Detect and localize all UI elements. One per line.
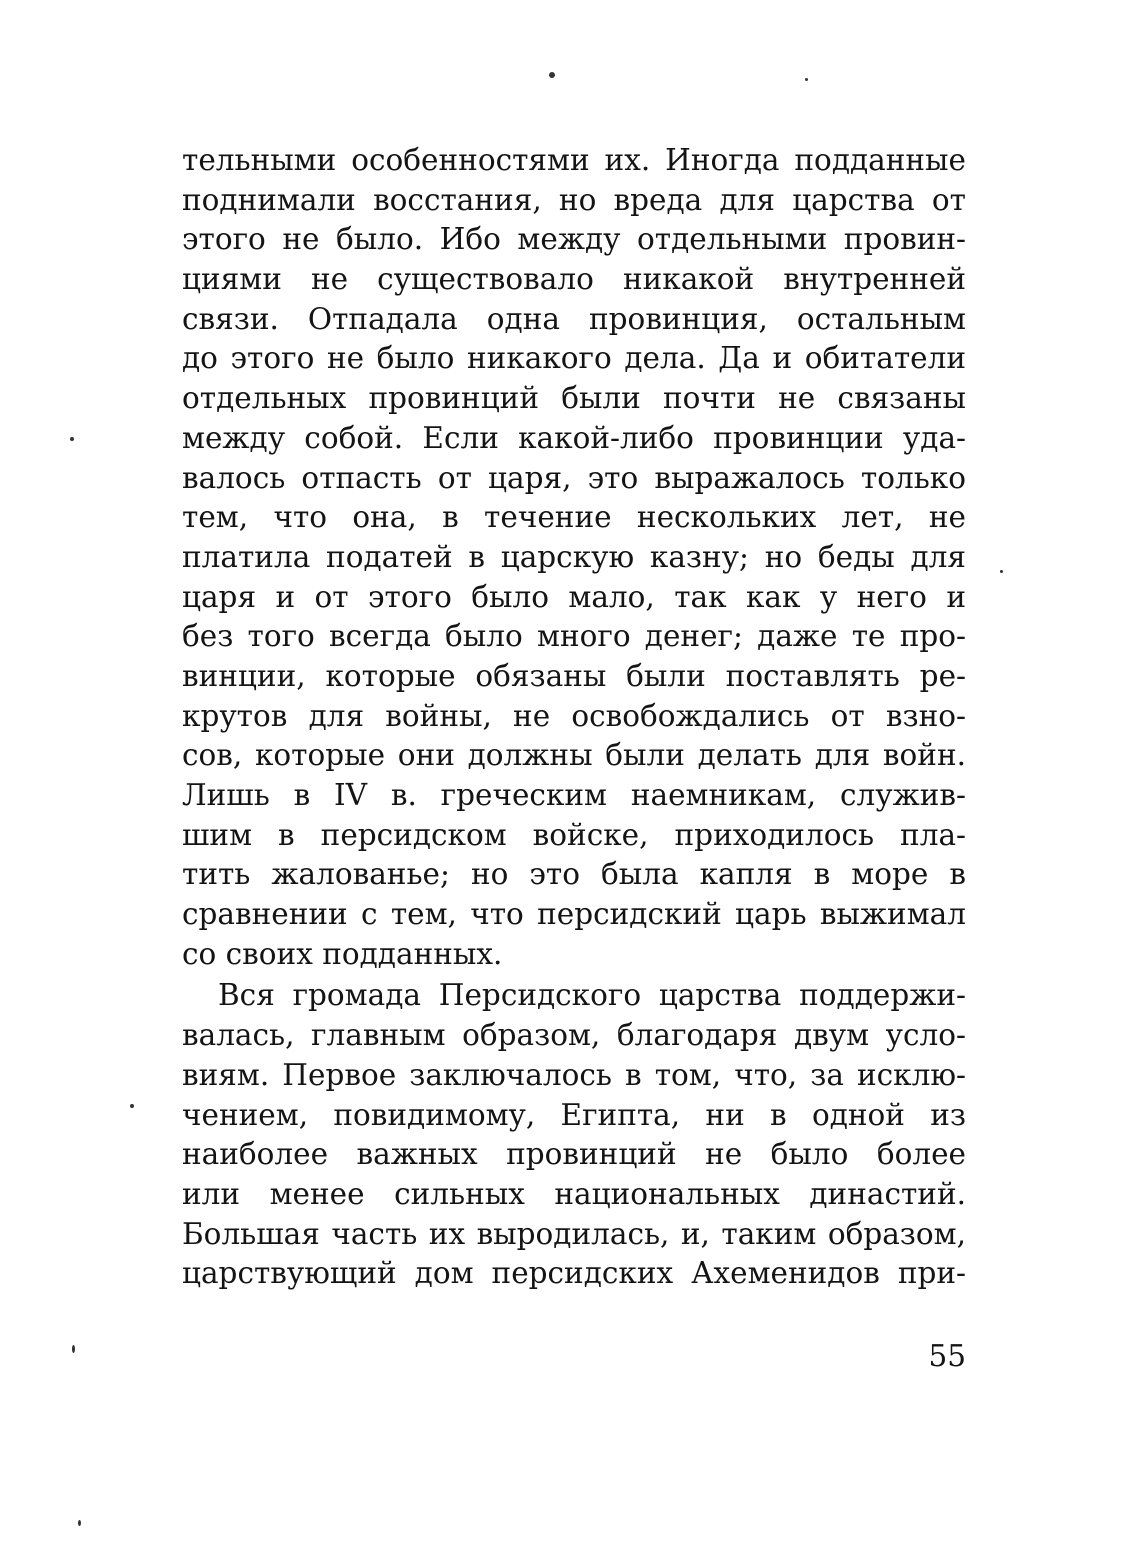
- text-line: сов, которые они должны были делать для войн.: [182, 738, 966, 773]
- text-line: до этого не было никакого дела. Да и обитатели: [182, 341, 966, 376]
- text-line: или менее сильных национальных династий.: [182, 1176, 966, 1211]
- paragraph: [182, 141, 966, 974]
- text-line: чением, повидимому, Египта, ни в одной из: [182, 1097, 966, 1132]
- text-line: циями не существовало никакой внутренней: [182, 262, 966, 297]
- paragraph: [182, 976, 966, 1294]
- text-line: валась, главным образом, благодаря двум усло-: [182, 1018, 966, 1053]
- scan-speck: [805, 78, 808, 81]
- text-line: царствующий дом персидских Ахеменидов при-: [182, 1256, 966, 1291]
- text-line: наиболее важных провинций не было более: [182, 1137, 966, 1172]
- text-line: валось отпасть от царя, это выражалось только: [182, 460, 966, 495]
- text-line: Лишь в IV в. греческим наемникам, служив-: [182, 778, 966, 812]
- text-line: со своих подданных.: [182, 936, 503, 971]
- text-line: этого не было. Ибо между отдельными провин-: [182, 222, 966, 257]
- text-line: между собой. Если какой-либо провинции уда-: [182, 420, 966, 455]
- text-line: поднимали восстания, но вреда для царства от: [182, 182, 966, 217]
- scan-speck: [70, 437, 74, 441]
- scan-speck: [1000, 570, 1003, 573]
- text-line: платила податей в царскую казну; но беды для: [182, 539, 966, 574]
- text-line: крутов для войны, не освобождались от взно-: [182, 698, 966, 733]
- scan-speck: [72, 1345, 75, 1353]
- text-line: тить жалованье; но это была капля в море в: [182, 857, 966, 892]
- text-line: тельными особенностями их. Иногда подданные: [182, 143, 966, 177]
- text-line: Большая часть их выродилась, и, таким образом,: [182, 1216, 966, 1251]
- page-number: 55: [928, 1339, 966, 1373]
- text-line: царя и от этого было мало, так как у него и: [182, 579, 966, 614]
- text-line: отдельных провинций были почти не связаны: [182, 381, 966, 416]
- scan-speck: [549, 72, 555, 78]
- text-line: виям. Первое заключалось в том, что, за исклю-: [182, 1057, 966, 1092]
- text-line: сравнении с тем, что персидский царь выжимал: [182, 897, 966, 932]
- text-line: связи. Отпадала одна провинция, остальным: [182, 301, 966, 336]
- text-line: тем, что она, в течение нескольких лет, не: [182, 500, 966, 535]
- body-text: [182, 141, 966, 1294]
- text-line: винции, которые обязаны были поставлять ре-: [182, 658, 966, 693]
- text-line: шим в персидском войске, приходилось пла-: [182, 817, 966, 852]
- text-line: Вся громада Персидского царства поддержи-: [218, 978, 966, 1013]
- scan-speck: [78, 1520, 81, 1526]
- scan-speck: [130, 1104, 134, 1108]
- text-line: без того всегда было много денег; даже те про-: [182, 619, 966, 654]
